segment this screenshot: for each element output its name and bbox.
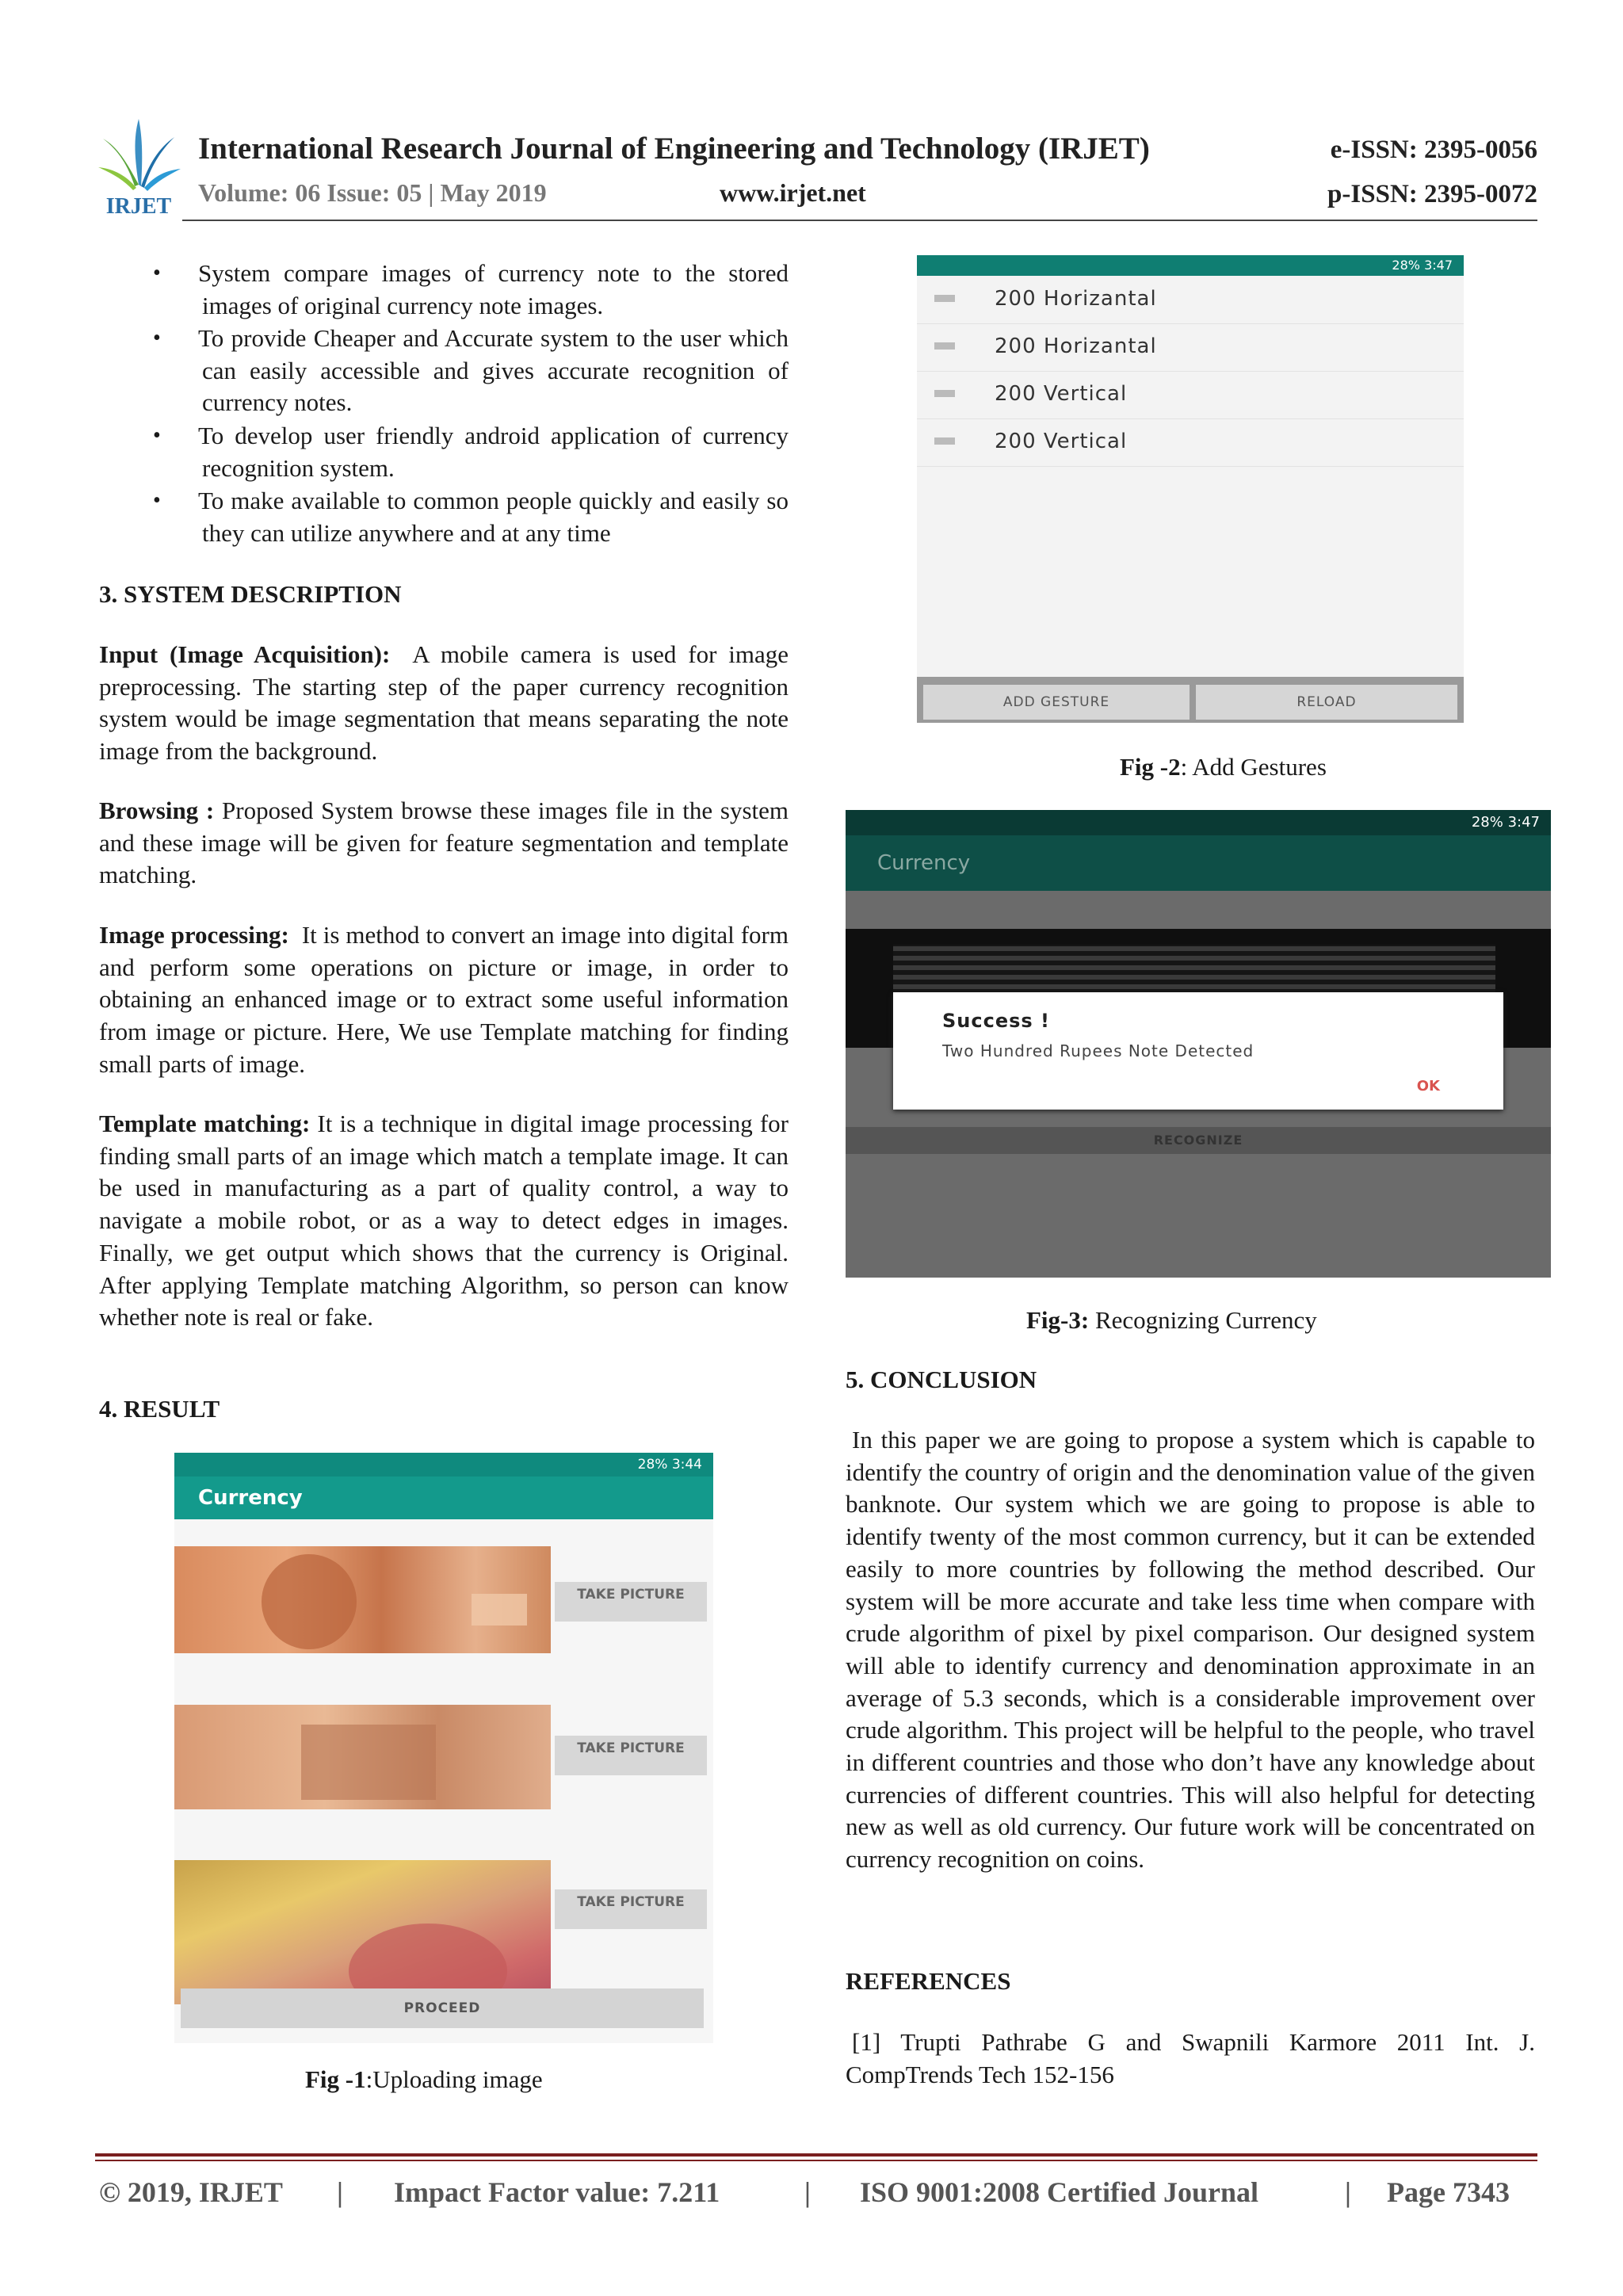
take-picture-button-2[interactable]: TAKE PICTURE bbox=[555, 1736, 707, 1775]
gesture-label: 200 Horizantal bbox=[995, 334, 1157, 358]
volume-issue: Volume: 06 Issue: 05 | May 2019 bbox=[198, 178, 547, 207]
gesture-thumbnail bbox=[934, 342, 955, 350]
dialog-ok-button[interactable]: OK bbox=[1416, 1078, 1440, 1095]
fig1-app-bar: Currency bbox=[174, 1477, 713, 1519]
fig3-caption bbox=[1026, 1306, 1317, 1335]
journal-title: International Research Journal of Engineering and Technology (IRJET) bbox=[198, 132, 1150, 166]
fig1-status-bar: 28% 3:44 bbox=[174, 1453, 713, 1477]
footer-separator: | bbox=[1345, 2176, 1351, 2208]
journal-website[interactable]: www.irjet.net bbox=[720, 178, 866, 207]
bullet-item: • System compare images of currency note to the stored images of original currency note images. bbox=[155, 258, 789, 322]
fig3-caption-label: Fig-3: bbox=[1026, 1306, 1090, 1334]
fig2-caption bbox=[1120, 753, 1327, 781]
input-label: Input (Image Acquisition): bbox=[99, 640, 391, 668]
gesture-thumbnail bbox=[934, 390, 955, 397]
add-gesture-button[interactable]: ADD GESTURE bbox=[923, 685, 1190, 720]
fig2-caption-text: : Add Gestures bbox=[1180, 753, 1327, 781]
note-image-front bbox=[174, 1546, 551, 1653]
footer-copyright: © 2019, IRJET bbox=[99, 2176, 283, 2208]
fig3-caption-text: Recognizing Currency bbox=[1089, 1306, 1317, 1334]
fig1-caption-label: Fig -1 bbox=[305, 2065, 366, 2093]
image-processing-paragraph bbox=[99, 919, 789, 1081]
fig2-status-bar: 28% 3:47 bbox=[917, 255, 1464, 276]
logo-wordmark: IRJET bbox=[105, 194, 172, 216]
input-paragraph bbox=[99, 639, 789, 768]
footer-iso: ISO 9001:2008 Certified Journal bbox=[860, 2176, 1258, 2208]
page-header bbox=[95, 115, 1537, 222]
references-heading: REFERENCES bbox=[846, 1967, 1011, 1995]
input-text: A mobile camera is used for image preprocessing. The starting step of the paper currency recognition system would be image segmentation that means separating the note image from the background. bbox=[99, 640, 789, 766]
dialog-message: Two Hundred Rupees Note Detected bbox=[942, 1041, 1254, 1060]
image-processing-label: Image processing: bbox=[99, 921, 289, 949]
section5-heading: 5. CONCLUSION bbox=[846, 1366, 1037, 1393]
reload-button[interactable]: RELOAD bbox=[1196, 685, 1457, 720]
note-image-back bbox=[174, 1705, 551, 1809]
fig1-caption bbox=[305, 2065, 543, 2094]
browsing-label: Browsing : bbox=[99, 797, 215, 824]
gesture-thumbnail bbox=[934, 437, 955, 445]
bullet-item: • To provide Cheaper and Accurate system to the user which can easily accessible and gives accurate recognition of currency notes. bbox=[155, 323, 789, 419]
take-picture-button-1[interactable]: TAKE PICTURE bbox=[555, 1582, 707, 1622]
fig3-app-bar: Currency bbox=[846, 835, 1551, 891]
footer-separator: | bbox=[804, 2176, 811, 2208]
bullet-text: To develop user friendly android application of currency recognition system. bbox=[198, 422, 789, 482]
footer-rule bbox=[95, 2153, 1537, 2157]
fig3-screenshot bbox=[846, 810, 1551, 1278]
irjet-logo bbox=[95, 115, 182, 216]
footer-separator: | bbox=[337, 2176, 343, 2208]
browsing-text: Proposed System browse these images file in the system and these image will be given for feature segmentation and template matching. bbox=[99, 797, 789, 889]
footer-rule-thin bbox=[95, 2160, 1537, 2161]
header-rule bbox=[182, 220, 1537, 221]
gesture-list-item[interactable] bbox=[917, 418, 1464, 467]
conclusion-paragraph: In this paper we are going to propose a system which is capable to identify the country of origin and the denomination value of the given banknote. Our system which we are going to propose is able to identify twenty of the most common currency, but it can be extended easily to more countries by following the method described. Our system will be more accurate and take less time when compare with crude algorithm of pixel by pixel comparison. Our designed system will able to identify currency and denomination approximate in an average of 5.3 seconds, which is a considerable improvement over crude algorithm. This project will be helpful to the people, who travel in different countries and those who don’t have any knowledge about currencies of different countries. This will also helpful for detecting new as well as old currency. Our future work will be concentrated on currency recognition on coins. bbox=[846, 1426, 1535, 1874]
gesture-list-item[interactable] bbox=[917, 371, 1464, 419]
fig1-screenshot bbox=[174, 1453, 713, 2043]
section4-heading: 4. RESULT bbox=[99, 1395, 220, 1423]
p-issn: p-ISSN: 2395-0072 bbox=[1327, 180, 1537, 208]
section3-heading: 3. SYSTEM DESCRIPTION bbox=[99, 580, 402, 608]
gesture-label: 200 Vertical bbox=[995, 430, 1128, 453]
e-issn: e-ISSN: 2395-0056 bbox=[1330, 136, 1537, 164]
image-processing-text: It is method to convert an image into digital form and perform some operations on picture or image, in order to obtaining an enhanced image or to extract some useful information from image or picture. Here, We use Template matching for finding small parts of image. bbox=[99, 921, 789, 1078]
gesture-thumbnail bbox=[934, 295, 955, 302]
fig1-caption-text: :Uploading image bbox=[365, 2065, 543, 2093]
reference-item: [1] Trupti Pathrabe G and Swapnili Karmore 2011 Int. J. CompTrends Tech 152-156 bbox=[846, 2028, 1535, 2088]
take-picture-button-3[interactable]: TAKE PICTURE bbox=[555, 1889, 707, 1929]
bullet-text: To make available to common people quickly and easily so they can utilize anywhere and at any time bbox=[198, 487, 789, 547]
fig2-screenshot bbox=[917, 255, 1464, 723]
bullet-item: • To develop user friendly android application of currency recognition system. bbox=[155, 420, 789, 484]
fig2-caption-label: Fig -2 bbox=[1120, 753, 1181, 781]
footer-page-number: Page 7343 bbox=[1387, 2176, 1510, 2208]
bullet-text: To provide Cheaper and Accurate system to the user which can easily accessible and gives accurate recognition of currency notes. bbox=[198, 324, 789, 417]
bullet-text: System compare images of currency note to the stored images of original currency note images. bbox=[198, 259, 789, 319]
footer-impact-factor: Impact Factor value: 7.211 bbox=[394, 2176, 720, 2208]
template-matching-paragraph bbox=[99, 1108, 789, 1334]
note-image-closeup bbox=[174, 1860, 551, 2004]
gesture-list-item[interactable] bbox=[917, 276, 1464, 324]
proceed-button[interactable]: PROCEED bbox=[181, 1988, 704, 2028]
gesture-label: 200 Vertical bbox=[995, 382, 1128, 406]
bullet-item: • To make available to common people quickly and easily so they can utilize anywhere and at any time bbox=[155, 485, 789, 549]
dialog-title: Success ! bbox=[942, 1010, 1050, 1032]
fig3-status-bar: 28% 3:47 bbox=[846, 810, 1551, 835]
gesture-list-item[interactable] bbox=[917, 323, 1464, 372]
gesture-label: 200 Horizantal bbox=[995, 287, 1157, 311]
recognize-button[interactable]: RECOGNIZE bbox=[846, 1127, 1551, 1154]
template-matching-label: Template matching: bbox=[99, 1110, 311, 1137]
success-dialog bbox=[893, 992, 1503, 1110]
browsing-paragraph bbox=[99, 795, 789, 892]
template-matching-text: It is a technique in digital image processing for finding small parts of an image which match a template image. It can be used in manufacturing as a part of quality control, a way to navigate a mobile robot, or as a way to detect edges in images. Finally, we get output which shows that the currency is Original. After applying Template matching Algorithm, so person can know whether note is real or fake. bbox=[99, 1110, 789, 1331]
